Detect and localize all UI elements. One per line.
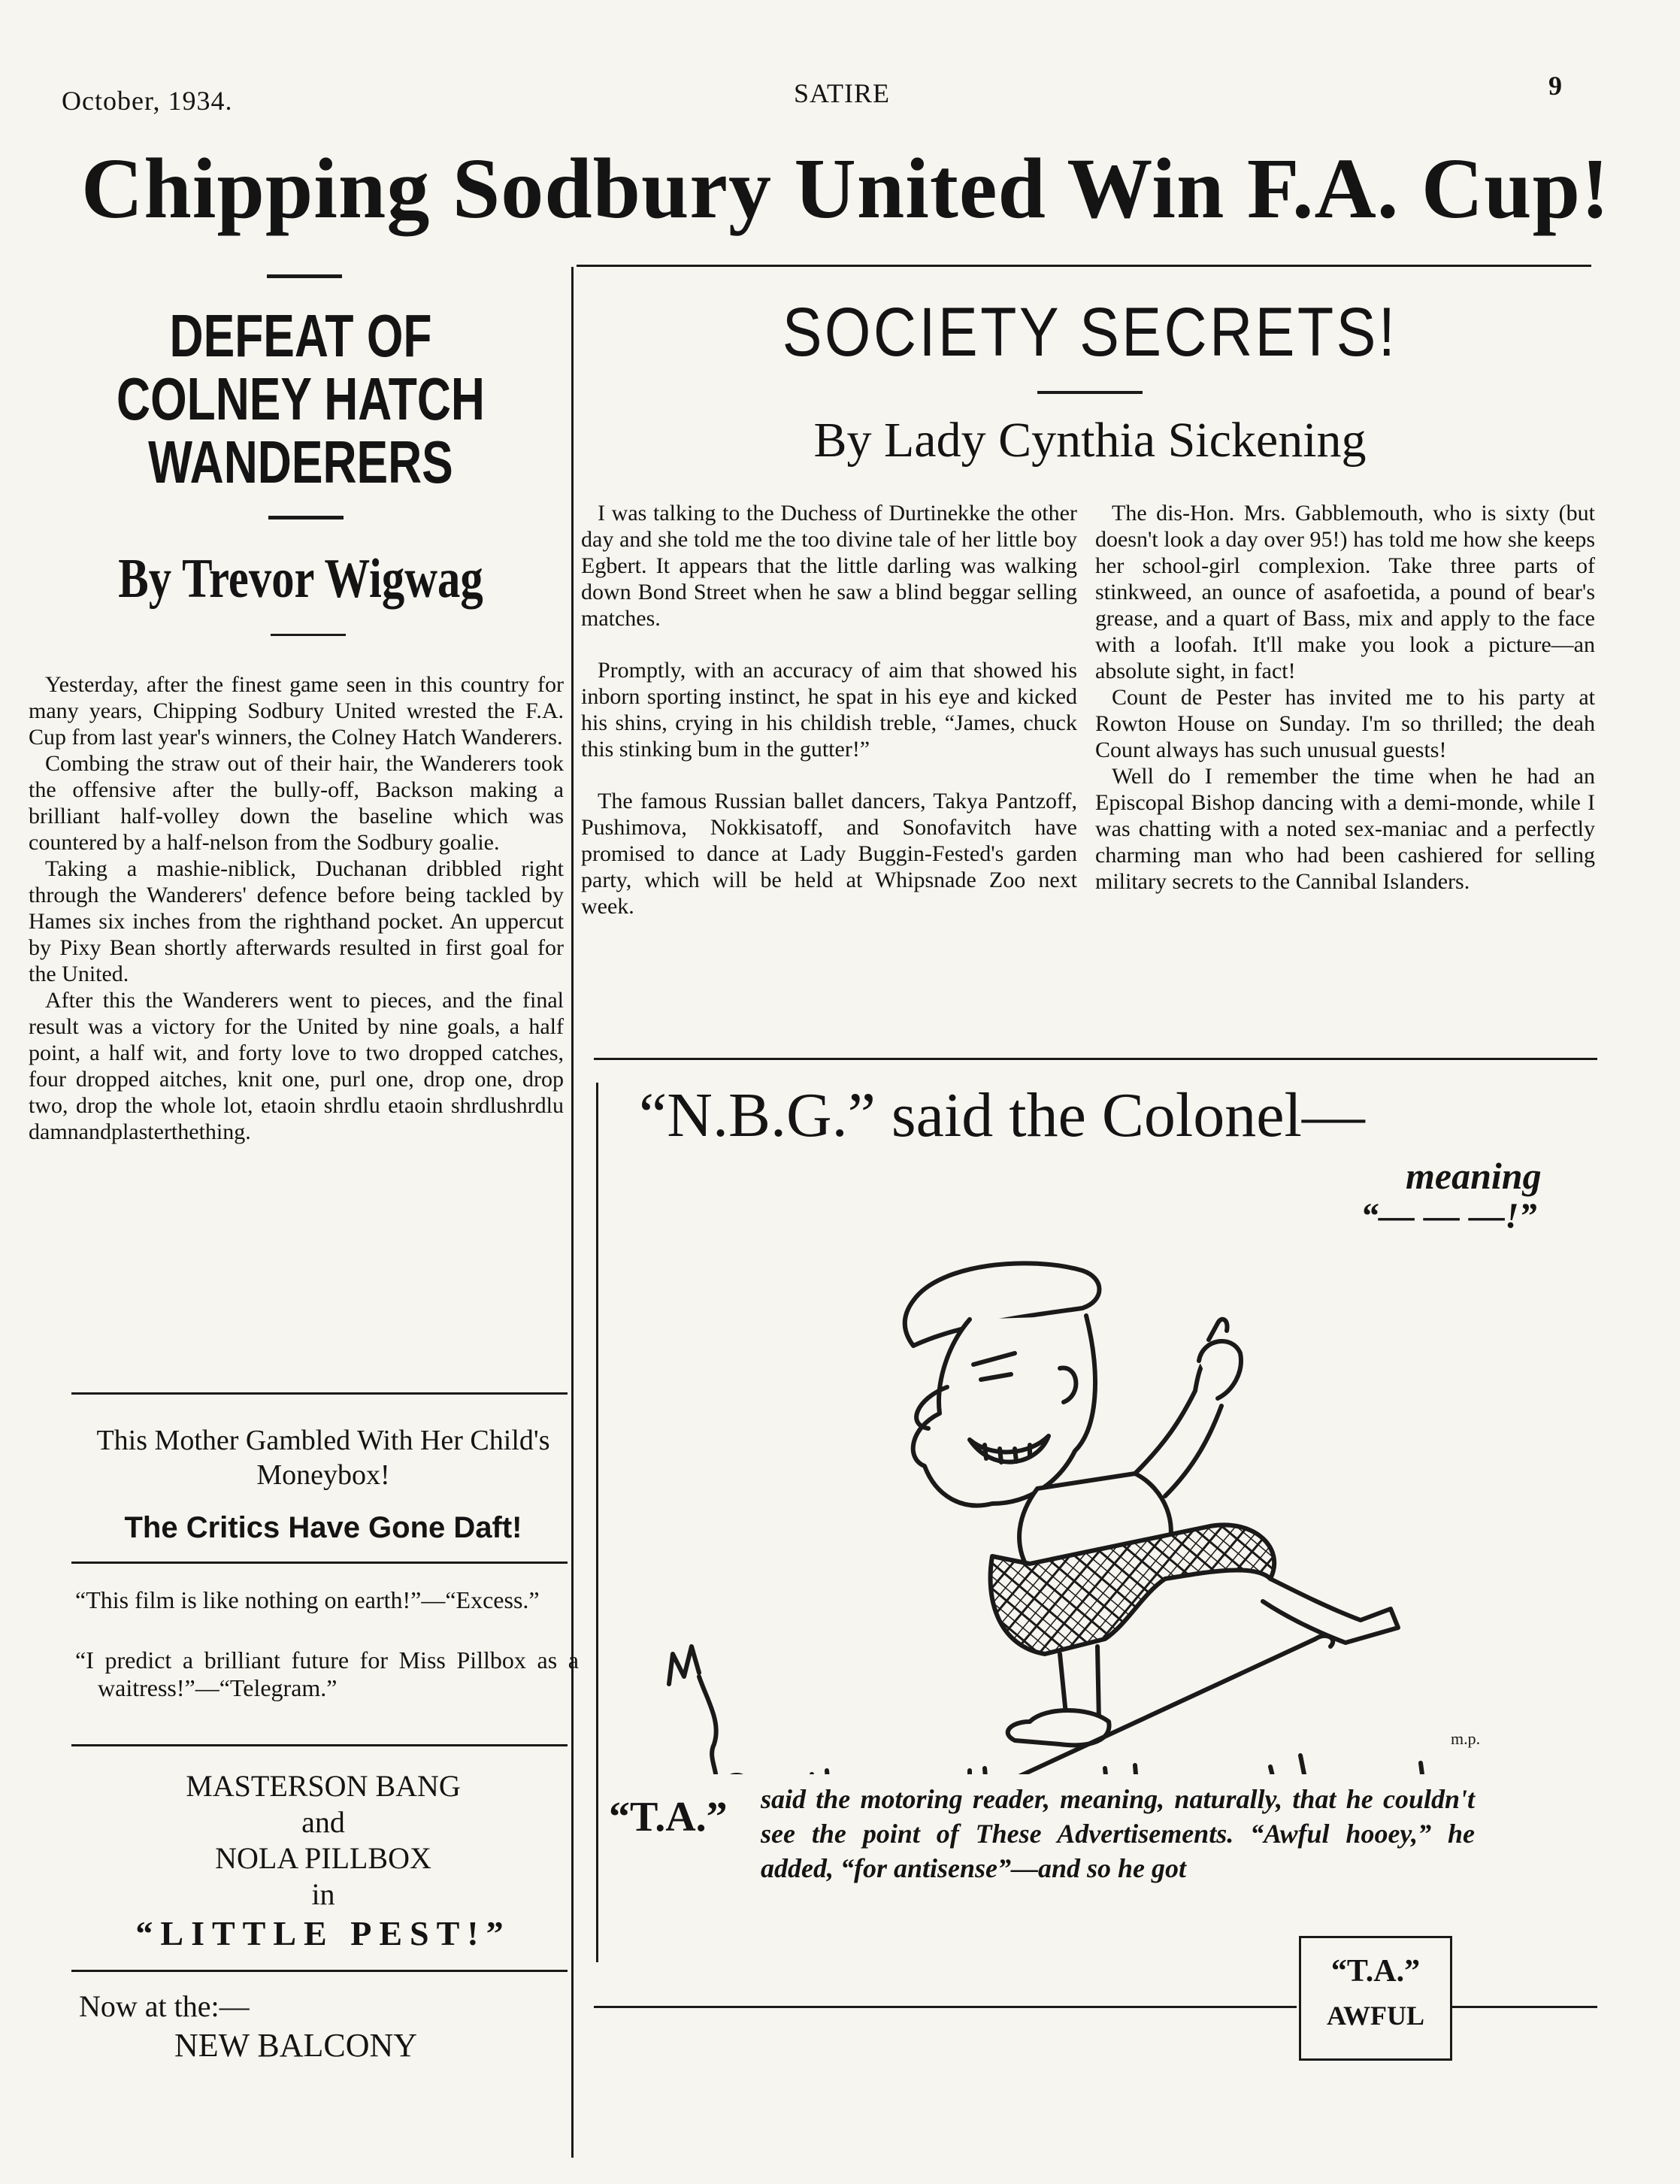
title-dash (267, 274, 342, 278)
section-rule (71, 1744, 568, 1746)
advert-left-rule (596, 1083, 598, 1962)
publication-name: SATIRE (793, 78, 890, 108)
dash (271, 634, 346, 636)
paragraph: Combing the straw out of their hair, the Wanderers took the offensive after the bully-off, Backson making a brilliant half-volley down the baseline which was countered by a half-nelson from the Sodbury goalie. (29, 751, 564, 855)
film-title: “LITTLE PEST!” (135, 1914, 511, 1952)
football-title-line: COLNEY HATCH (117, 365, 485, 432)
paragraph: The famous Russian ballet dancers, Takya Pantzoff, Pushimova, Nokkisatoff, and Sonofavitch have promised to dance at Lady Buggin-Fested's garden party, which will be held at Whipsnade Zoo next week. (581, 789, 1077, 919)
paragraph: Yesterday, after the finest game seen in this country for many years, Chipping Sodbury United wrested the F.A. Cup from last year's winners, the Colney Hatch Wanderers. (29, 672, 564, 750)
advert-meaning: meaning (1406, 1155, 1542, 1197)
section-rule (71, 1970, 568, 1972)
page-headline: Chipping Sodbury United Win F.A. Cup! (81, 141, 1610, 236)
society-column-1 (581, 500, 1077, 919)
colonel-cartoon (639, 1203, 1518, 1774)
society-column-2 (1095, 500, 1595, 895)
dash (268, 516, 344, 519)
advert-bottom-rule (1451, 2006, 1597, 2008)
advert-dashes: “— — —!” (1361, 1196, 1537, 1236)
section-rule (71, 1562, 568, 1564)
ta-awful-box (1299, 1936, 1452, 2061)
paragraph: Taking a mashie-niblick, Duchanan dribbled right through the Wanderers' defence before being tackled by Hames six inches from the righthand pocket. An uppercut by Pixy Bean shortly afterwards resulted in first goal for the United. (29, 856, 564, 986)
film-quote: “This film is like nothing on earth!”—“Excess.” (75, 1586, 540, 1613)
issue-date: October, 1934. (62, 86, 233, 116)
film-now-at: Now at the:— (79, 1989, 250, 2023)
football-title (89, 304, 512, 494)
paragraph: I was talking to the Duchess of Durtinekke the other day and she told me the too divine tale of her little boy Egbert. It appears that the little darling was walking down Bond Street when he saw a blind beggar selling matches. (581, 501, 1077, 631)
page-number: 9 (1548, 71, 1563, 101)
ta-box-line: “T.A.” (1330, 1954, 1421, 1989)
film-star: NOLA PILLBOX (215, 1841, 431, 1875)
football-title-line: DEFEAT OF (169, 302, 432, 369)
paragraph: The dis-Hon. Mrs. Gabblemouth, who is sixty (but doesn't look a day over 95!) has told me how she keeps her school-girl complexion. Take three parts of stinkweed, an ounce of asafoetida, a pound of bear's grease, and a quart of Bass, mix and apply to the face with a loofah. It'll make you look a picture—an absolute sight, in fact! (1095, 501, 1595, 683)
ta-box-line: AWFUL (1326, 2001, 1424, 2031)
advert-body: said the motoring reader, meaning, naturally, that he couldn't see the point of These Advertisements. “Awful hooey,” he added, “for antisense”—and so he got (761, 1784, 1475, 1883)
football-title-line: WANDERERS (148, 429, 453, 495)
film-and: and (301, 1805, 345, 1839)
film-in: in (311, 1877, 335, 1911)
paragraph: Count de Pester has invited me to his party at Rowton House on Sunday. I'm so thrilled; the deah Count always has such unusual guests! (1095, 685, 1595, 762)
advert-ta-mark: “T.A.” (609, 1794, 728, 1840)
football-byline: By Trevor Wigwag (118, 548, 483, 610)
section-rule (71, 1392, 568, 1395)
header-rule (577, 265, 1591, 267)
film-star: MASTERSON BANG (186, 1769, 461, 1803)
football-body (29, 671, 564, 1145)
paragraph: After this the Wanderers went to pieces, and the final result was a victory for the United by nine goals, a half point, a half wit, and forty love to two dropped catches, four dropped aitches, knit one, purl one, drop one, drop two, drop the whole lot, etaoin shrdlu etaoin shrdlushrdlu damnandplasterthething. (29, 988, 564, 1144)
paragraph: Promptly, with an accuracy of aim that showed his inborn sporting instinct, he spat in his eye and kicked his shins, crying in his childish treble, “James, chuck this stinking bum in the gutter!” (581, 658, 1077, 762)
society-title: SOCIETY SECRETS! (782, 294, 1398, 371)
paragraph: Well do I remember the time when he had an Episcopal Bishop dancing with a demi-monde, while I was chatting with a noted sex-maniac and a perfectly charming man who had been cashiered for selling military secrets to the Cannibal Islanders. (1095, 764, 1595, 894)
advert-top-rule (594, 1058, 1597, 1060)
advert-bottom-rule (594, 2006, 1297, 2008)
film-credits (71, 1768, 575, 1913)
film-venue: NEW BALCONY (174, 2027, 418, 2064)
dash (1037, 391, 1143, 394)
film-quote: “I predict a brilliant future for Miss Pillbox as a waitress!”—“Telegram.” (75, 1646, 579, 1701)
film-critics-line: The Critics Have Gone Daft! (124, 1511, 522, 1544)
advert-headline: “N.B.G.” said the Colonel— (639, 1080, 1365, 1150)
cartoon-signature: m.p. (1451, 1729, 1481, 1748)
society-byline: By Lady Cynthia Sickening (813, 413, 1367, 468)
film-teaser: This Mother Gambled With Her Child's Moneybox! (96, 1425, 550, 1491)
